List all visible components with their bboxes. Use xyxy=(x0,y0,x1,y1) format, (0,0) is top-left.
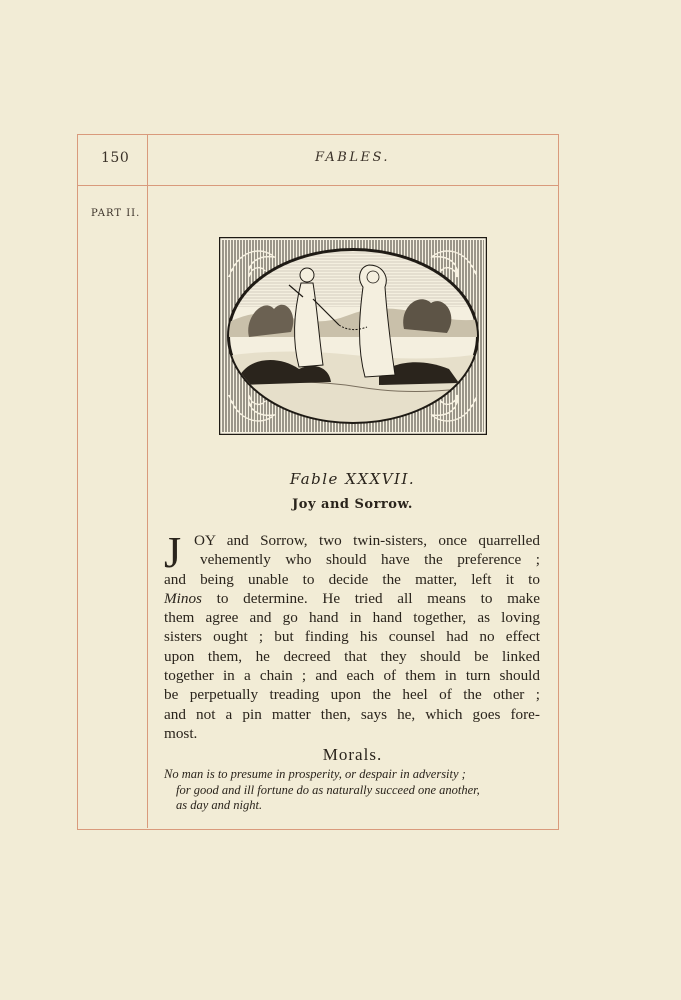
body-line-rest: to determine. He tried all means to make xyxy=(201,589,540,607)
body-line: most. xyxy=(164,724,198,742)
part-label: PART II. xyxy=(91,208,141,219)
woodcut-illustration-icon xyxy=(219,237,487,435)
page-number: 150 xyxy=(101,150,130,166)
header-rule xyxy=(77,185,558,186)
fable-subtitle: Joy and Sorrow. xyxy=(292,497,413,512)
fable-title: Fable XXXVII. xyxy=(289,470,416,488)
body-line: sisters ought ; but finding his counsel had no effect xyxy=(164,628,540,646)
morals-line: No man is to presume in prosperity, or despair in adversity ; xyxy=(164,767,466,781)
morals-line: for good and ill fortune do as naturally succeed one another, xyxy=(176,782,480,797)
body-line: be perpetually treading upon the heel of the other ; xyxy=(164,686,540,704)
body-line: upon them, he decreed that they should be linked xyxy=(164,647,540,665)
body-line-minos: Minos xyxy=(164,589,202,607)
morals-line: as day and night. xyxy=(176,798,263,812)
body-line: them agree and go hand in hand together, as loving xyxy=(164,609,540,627)
body-line xyxy=(164,589,540,608)
running-head: FABLES. xyxy=(314,150,391,165)
body-line: OY and Sorrow, two twin-sisters, once quarrelled xyxy=(194,532,540,549)
body-line: and not a pin matter then, says he, which goes fore- xyxy=(164,705,540,723)
fable-body xyxy=(164,528,540,743)
morals-heading: Morals. xyxy=(322,745,383,764)
body-line: vehemently who should have the preference ; xyxy=(200,551,540,569)
morals-text xyxy=(164,767,540,814)
drop-cap: J xyxy=(164,528,182,577)
body-line: and being unable to decide the matter, left it to xyxy=(164,570,540,588)
body-line: together in a chain ; and each of them in turn should xyxy=(164,667,540,685)
